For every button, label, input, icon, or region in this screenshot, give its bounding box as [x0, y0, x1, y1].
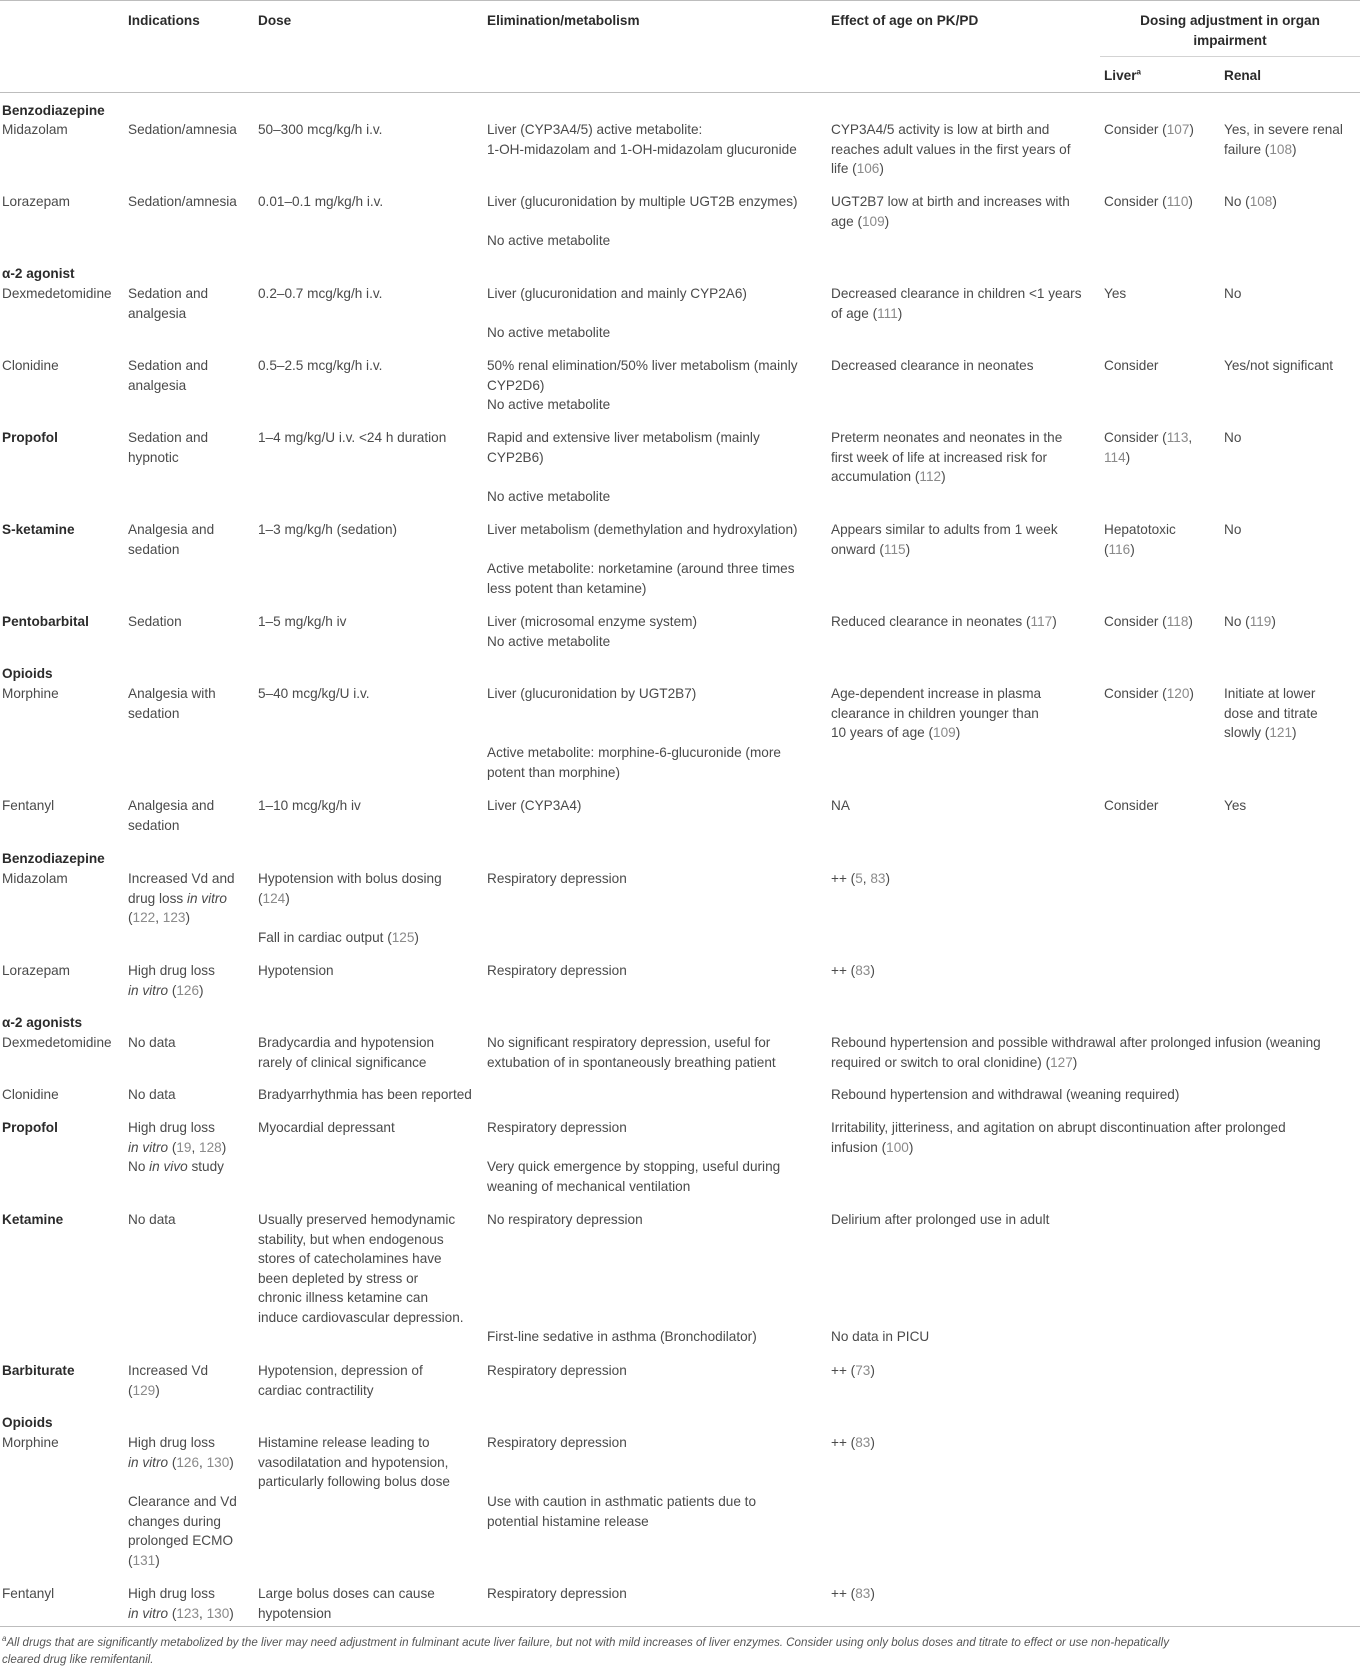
liver-cell: Consider (118)	[1104, 614, 1193, 629]
age-effect-cell: Appears similar to adults from 1 week onward (115)	[831, 522, 1058, 557]
drug-name: Dexmedetomidine	[2, 1035, 112, 1050]
age-effect-cell: Decreased clearance in neonates	[831, 358, 1034, 373]
elimination-cell: Active metabolite: norketamine (around three times less potent than ketamine)	[487, 561, 795, 596]
ecmo-cell: High drug loss in vitro (126)	[128, 963, 215, 998]
col-header-renal: Renal	[1224, 68, 1262, 83]
respiratory-cell: First-line sedative in asthma (Bronchodilator)	[487, 1329, 757, 1344]
respiratory-cell: Respiratory depression	[487, 1363, 627, 1378]
hemodynamic-cell: Bradycardia and hypotension rarely of clinical significance	[258, 1035, 435, 1070]
tolerance-cell: ++ (5, 83)	[831, 871, 890, 886]
elimination-cell: No active metabolite	[487, 325, 611, 340]
elimination-cell: 50% renal elimination/50% liver metabolism (mainly CYP2D6) No active metabolite	[487, 358, 798, 412]
liver-cell: Hepatotoxic (116)	[1104, 522, 1176, 557]
drug-name: Midazolam	[2, 871, 68, 886]
renal-cell: Yes	[1224, 798, 1247, 813]
drug-name: Midazolam	[2, 122, 68, 137]
elimination-cell: Liver (glucuronidation and mainly CYP2A6)	[487, 286, 747, 301]
table-bottom-rule	[0, 1626, 1360, 1627]
age-effect-cell: NA	[831, 798, 850, 813]
hemodynamic-cell: Hypotension, depression of cardiac contractility	[258, 1363, 423, 1398]
group-alpha-2-agonists: α-2 agonists	[2, 1015, 83, 1030]
ecmo-cell: No data	[128, 1087, 176, 1102]
liver-cell: Consider (113, 114)	[1104, 430, 1193, 465]
ecmo-cell: Increased Vd (129)	[128, 1363, 209, 1398]
renal-cell: No	[1224, 430, 1242, 445]
elimination-cell: No active metabolite	[487, 233, 611, 248]
respiratory-cell: No respiratory depression	[487, 1212, 643, 1227]
age-effect-cell: Age-dependent increase in plasma clearance in children younger than 10 years of age (109)	[831, 686, 1042, 740]
hemodynamic-cell: Histamine release leading to vasodilatation and hypotension, particularly following bolus dose	[258, 1435, 450, 1489]
respiratory-cell: Respiratory depression	[487, 1435, 627, 1450]
elimination-cell: Liver (glucuronidation by multiple UGT2B enzymes)	[487, 194, 798, 209]
dose-cell: 1–5 mg/kg/h iv	[258, 614, 347, 629]
renal-cell: Yes, in severe renal failure (108)	[1224, 122, 1343, 157]
table-footnote: $^a$All drugs that are significantly metabolized by the liver may need adjustment in fulminant acute liver failure, but not with mild increases of liver enzymes. Consider using only bolus doses and titrate to effect or use non-hepatically cleared drug like remifentanil.	[2, 1634, 1169, 1666]
renal-cell: Initiate at lower dose and titrate slowly (121)	[1224, 686, 1318, 740]
ecmo-cell: High drug loss in vitro (126, 130)	[128, 1435, 234, 1470]
drug-name: Lorazepam	[2, 194, 71, 209]
renal-cell: No (119)	[1224, 614, 1276, 629]
table-top-rule	[0, 0, 1360, 1]
dose-cell: 1–10 mcg/kg/h iv	[258, 798, 361, 813]
tolerance-cell: ++ (83)	[831, 1586, 875, 1601]
col-header-age-effect: Effect of age on PK/PD	[831, 13, 979, 28]
liver-cell: Consider (110)	[1104, 194, 1193, 209]
age-effect-cell: Decreased clearance in children <1 years of age (111)	[831, 286, 1082, 321]
indication-cell: Sedation and analgesia	[128, 286, 209, 321]
elimination-cell: Rapid and extensive liver metabolism (mainly CYP2B6)	[487, 430, 760, 465]
age-effect-cell: Reduced clearance in neonates (117)	[831, 614, 1057, 629]
dose-cell: 5–40 mcg/kg/U i.v.	[258, 686, 370, 701]
drug-name: Morphine	[2, 686, 59, 701]
ecmo-cell: No data	[128, 1212, 176, 1227]
drug-name: Fentanyl	[2, 1586, 55, 1601]
indication-cell: Analgesia with sedation	[128, 686, 216, 721]
ecmo-cell: High drug loss in vitro (19, 128) No in vivo study	[128, 1120, 227, 1174]
elimination-cell: Liver (CYP3A4/5) active metabolite: 1-OH-midazolam and 1-OH-midazolam glucuronide	[487, 122, 797, 157]
hemodynamic-cell: Hypotension with bolus dosing (124)	[258, 871, 442, 906]
dose-cell: 1–4 mg/kg/U i.v. <24 h duration	[258, 430, 447, 445]
drug-name: S-ketamine	[2, 522, 75, 537]
drug-name: Barbiturate	[2, 1363, 75, 1378]
tolerance-cell: Rebound hypertension and possible withdrawal after prolonged infusion (weaning required or switch to oral clonidine) (127)	[831, 1035, 1321, 1070]
indication-cell: Analgesia and sedation	[128, 522, 215, 557]
group-benzodiazepine: Benzodiazepine	[2, 103, 105, 118]
respiratory-cell: Respiratory depression	[487, 963, 627, 978]
group-alpha-2-agonist: α-2 agonist	[2, 266, 75, 281]
group-benzodiazepine: Benzodiazepine	[2, 851, 105, 866]
liver-cell: Consider	[1104, 798, 1159, 813]
tolerance-cell: Rebound hypertension and withdrawal (weaning required)	[831, 1087, 1180, 1102]
respiratory-cell: No significant respiratory depression, useful for extubation of in spontaneously breathing patient	[487, 1035, 776, 1070]
elimination-cell: Liver (glucuronidation by UGT2B7)	[487, 686, 697, 701]
dose-cell: 0.2–0.7 mcg/kg/h i.v.	[258, 286, 383, 301]
group-opioids: Opioids	[2, 666, 53, 681]
ecmo-cell: No data	[128, 1035, 176, 1050]
tolerance-cell: ++ (83)	[831, 1435, 875, 1450]
indication-cell: Sedation and hypnotic	[128, 430, 209, 465]
header-sub-rule	[1100, 56, 1360, 57]
header-bottom-rule	[0, 92, 1360, 93]
age-effect-cell: UGT2B7 low at birth and increases with age (109)	[831, 194, 1070, 229]
dose-cell: 50–300 mcg/kg/h i.v.	[258, 122, 383, 137]
indication-cell: Analgesia and sedation	[128, 798, 215, 833]
renal-cell: No	[1224, 522, 1242, 537]
renal-cell: Yes/not significant	[1224, 358, 1334, 373]
drug-name: Propofol	[2, 1120, 58, 1135]
col-header-liver: Liver$^a$	[1104, 67, 1141, 83]
hemodynamic-cell: Hypotension	[258, 963, 334, 978]
drug-name: Morphine	[2, 1435, 59, 1450]
respiratory-cell: Respiratory depression	[487, 1120, 627, 1135]
age-effect-cell: Preterm neonates and neonates in the first week of life at increased risk for accumulation (112)	[831, 430, 1063, 484]
dose-cell: 0.5–2.5 mcg/kg/h i.v.	[258, 358, 383, 373]
elimination-cell: No active metabolite	[487, 489, 611, 504]
drug-name: Ketamine	[2, 1212, 64, 1227]
liver-cell: Yes	[1104, 286, 1127, 301]
col-header-dose: Dose	[258, 13, 292, 28]
indication-cell: Sedation	[128, 614, 182, 629]
renal-cell: No (108)	[1224, 194, 1277, 209]
col-header-elimination: Elimination/metabolism	[487, 13, 640, 28]
ecmo-cell: Clearance and Vd changes during prolonged ECMO (131)	[128, 1494, 237, 1568]
tolerance-cell: ++ (83)	[831, 963, 875, 978]
ecmo-cell: Increased Vd and drug loss in vitro (122, 123)	[128, 871, 235, 925]
elimination-cell: Active metabolite: morphine-6-glucuronide (more potent than morphine)	[487, 745, 781, 780]
respiratory-cell: Respiratory depression	[487, 871, 627, 886]
respiratory-cell: Respiratory depression	[487, 1586, 627, 1601]
liver-cell: Consider (107)	[1104, 122, 1194, 137]
hemodynamic-cell: Usually preserved hemodynamic stability, but when endogenous stores of catecholamines have been depleted by stress or chronic illness ketamine can induce cardiovascular depression.	[258, 1212, 464, 1325]
age-effect-cell: CYP3A4/5 activity is low at birth and reaches adult values in the first years of life (106)	[831, 122, 1071, 176]
tolerance-cell: Irritability, jitteriness, and agitation on abrupt discontinuation after prolonged infusion (100)	[831, 1120, 1286, 1155]
liver-cell: Consider (120)	[1104, 686, 1194, 701]
renal-cell: No	[1224, 286, 1242, 301]
drug-name: Pentobarbital	[2, 614, 89, 629]
hemodynamic-cell: Large bolus doses can cause hypotension	[258, 1586, 435, 1621]
ecmo-cell: High drug loss in vitro (123, 130)	[128, 1586, 234, 1621]
respiratory-cell: Use with caution in asthmatic patients due to potential histamine release	[487, 1494, 757, 1529]
drug-name: Dexmedetomidine	[2, 286, 112, 301]
tolerance-cell: Delirium after prolonged use in adult	[831, 1212, 1050, 1227]
col-header-indications: Indications	[128, 13, 200, 28]
drug-name: Clonidine	[2, 358, 59, 373]
drug-name: Clonidine	[2, 1087, 59, 1102]
group-opioids: Opioids	[2, 1415, 53, 1430]
elimination-cell: Liver (CYP3A4)	[487, 798, 582, 813]
hemodynamic-cell: Fall in cardiac output (125)	[258, 930, 419, 945]
respiratory-cell: Very quick emergence by stopping, useful during weaning of mechanical ventilation	[487, 1159, 781, 1194]
tolerance-cell: No data in PICU	[831, 1329, 930, 1344]
drug-name: Propofol	[2, 430, 58, 445]
dose-cell: 0.01–0.1 mg/kg/h i.v.	[258, 194, 384, 209]
hemodynamic-cell: Bradyarrhythmia has been reported	[258, 1087, 472, 1102]
drug-name: Fentanyl	[2, 798, 55, 813]
indication-cell: Sedation/amnesia	[128, 122, 237, 137]
liver-cell: Consider	[1104, 358, 1159, 373]
dose-cell: 1–3 mg/kg/h (sedation)	[258, 522, 398, 537]
elimination-cell: Liver metabolism (demethylation and hydroxylation)	[487, 522, 798, 537]
tolerance-cell: ++ (73)	[831, 1363, 875, 1378]
col-header-dosing-adjustment: Dosing adjustment in organ impairment	[1140, 13, 1320, 48]
hemodynamic-cell: Myocardial depressant	[258, 1120, 395, 1135]
indication-cell: Sedation and analgesia	[128, 358, 209, 393]
indication-cell: Sedation/amnesia	[128, 194, 237, 209]
drug-name: Lorazepam	[2, 963, 71, 978]
elimination-cell: Liver (microsomal enzyme system) No active metabolite	[487, 614, 697, 649]
